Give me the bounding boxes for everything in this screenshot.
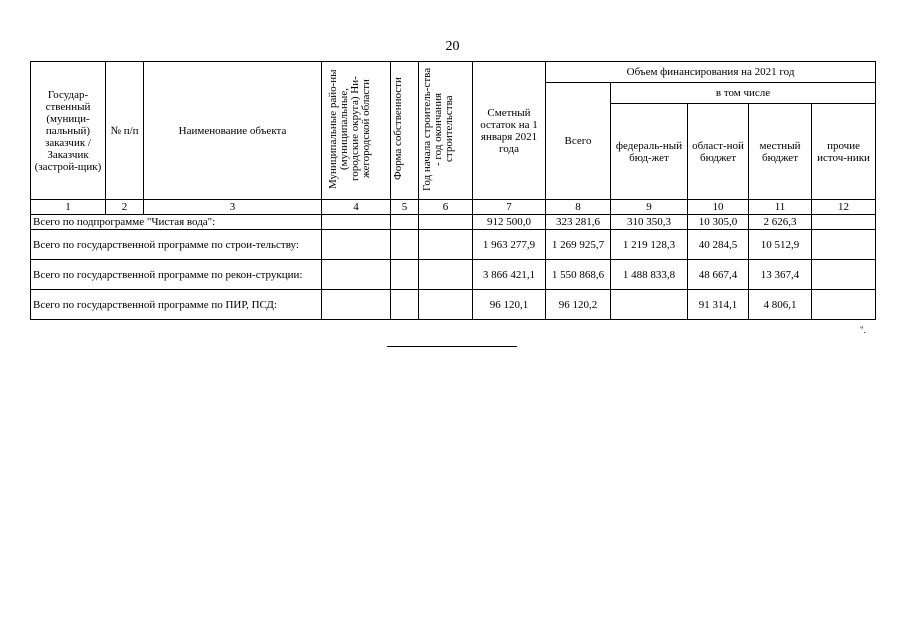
column-number: 4 <box>322 200 391 215</box>
row-label: Всего по государственной программе по рекон-струкции: <box>31 260 322 290</box>
cell-ownership <box>391 215 419 230</box>
row-label: Всего по государственной программе по ПИР, ПСД: <box>31 290 322 320</box>
cell-total: 1 269 925,7 <box>546 230 611 260</box>
cell-municipality <box>322 260 391 290</box>
cell-regional: 91 314,1 <box>688 290 749 320</box>
funding-table <box>30 61 876 320</box>
cell-other <box>812 215 876 230</box>
cell-total: 1 550 868,6 <box>546 260 611 290</box>
header-including: в том числе <box>611 83 876 104</box>
header-ownership: Форма собственности <box>391 62 419 200</box>
column-number-row <box>31 200 876 215</box>
table-row <box>31 290 876 320</box>
header-years: Год начала строитель-ства - год окончания строительства <box>419 62 473 200</box>
cell-municipality <box>322 290 391 320</box>
cell-local: 13 367,4 <box>749 260 812 290</box>
closing-quote: ". <box>860 325 866 335</box>
cell-regional: 10 305,0 <box>688 215 749 230</box>
cell-total: 323 281,6 <box>546 215 611 230</box>
column-number: 2 <box>106 200 144 215</box>
header-object-name: Наименование объекта <box>144 62 322 200</box>
header-municipality: Муниципальные райо-ны (муниципальные, городские округа) Ни-жегородской области <box>322 62 391 200</box>
table-row <box>31 260 876 290</box>
cell-years <box>419 290 473 320</box>
column-number: 10 <box>688 200 749 215</box>
cell-estimate: 912 500,0 <box>473 215 546 230</box>
header-estimate: Сметный остаток на 1 января 2021 года <box>473 62 546 200</box>
cell-regional: 48 667,4 <box>688 260 749 290</box>
header-regional: област-ной бюджет <box>688 104 749 200</box>
cell-years <box>419 215 473 230</box>
page-number: 20 <box>445 39 460 54</box>
cell-federal: 1 488 833,8 <box>611 260 688 290</box>
header-funding-group: Объем финансирования на 2021 год <box>546 62 876 83</box>
column-number: 9 <box>611 200 688 215</box>
cell-ownership <box>391 290 419 320</box>
cell-ownership <box>391 230 419 260</box>
column-number: 6 <box>419 200 473 215</box>
header-number: № п/п <box>106 62 144 200</box>
header-other: прочие источ-ники <box>812 104 876 200</box>
column-number: 1 <box>31 200 106 215</box>
cell-municipality <box>322 215 391 230</box>
end-divider-line <box>387 346 517 347</box>
cell-other <box>812 230 876 260</box>
cell-federal: 1 219 128,3 <box>611 230 688 260</box>
header-local: местный бюджет <box>749 104 812 200</box>
table-row <box>31 230 876 260</box>
cell-estimate: 1 963 277,9 <box>473 230 546 260</box>
cell-municipality <box>322 230 391 260</box>
column-number: 11 <box>749 200 812 215</box>
row-label: Всего по государственной программе по строи-тельству: <box>31 230 322 260</box>
cell-years <box>419 260 473 290</box>
cell-federal: 310 350,3 <box>611 215 688 230</box>
row-label: Всего по подпрограмме "Чистая вода": <box>31 215 322 230</box>
column-number: 5 <box>391 200 419 215</box>
cell-federal <box>611 290 688 320</box>
cell-other <box>812 260 876 290</box>
cell-local: 10 512,9 <box>749 230 812 260</box>
cell-estimate: 3 866 421,1 <box>473 260 546 290</box>
header-customer: Государ-ственный (муници-пальный) заказчик / Заказчик (застрой-щик) <box>31 62 106 200</box>
cell-local: 4 806,1 <box>749 290 812 320</box>
cell-local: 2 626,3 <box>749 215 812 230</box>
cell-other <box>812 290 876 320</box>
table-row <box>31 215 876 230</box>
column-number: 7 <box>473 200 546 215</box>
header-total: Всего <box>546 83 611 200</box>
cell-years <box>419 230 473 260</box>
header-federal: федераль-ный бюд-жет <box>611 104 688 200</box>
cell-estimate: 96 120,1 <box>473 290 546 320</box>
column-number: 12 <box>812 200 876 215</box>
cell-ownership <box>391 260 419 290</box>
cell-total: 96 120,2 <box>546 290 611 320</box>
column-number: 8 <box>546 200 611 215</box>
cell-regional: 40 284,5 <box>688 230 749 260</box>
column-number: 3 <box>144 200 322 215</box>
